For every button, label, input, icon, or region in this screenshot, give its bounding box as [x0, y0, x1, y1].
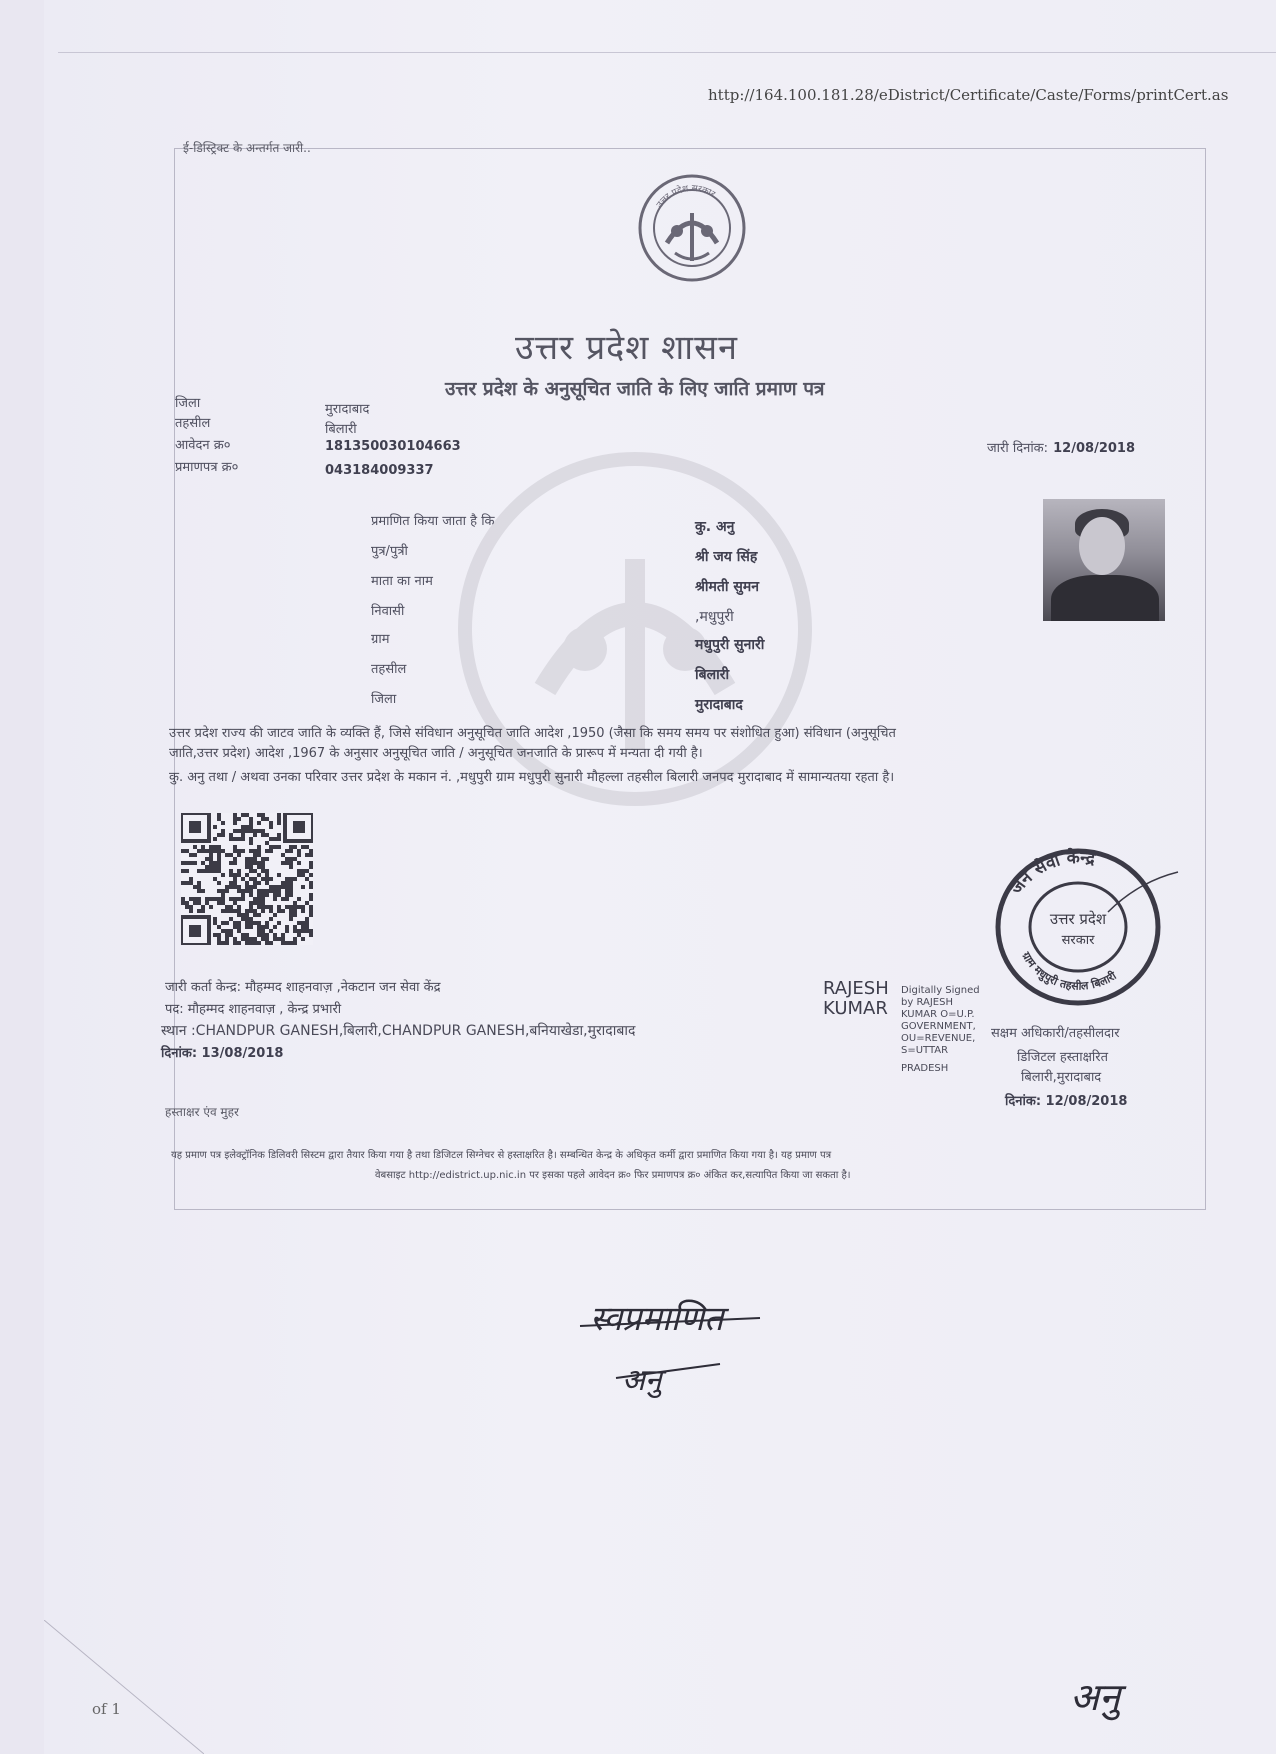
certificate-no-label: प्रमाणपत्र क्र० — [175, 460, 239, 475]
application-no-label: आवेदन क्र० — [175, 438, 231, 453]
sig-detail-line: Digitally Signed — [901, 985, 980, 996]
stamp-outer-top: जन सेवा केन्द्र — [1006, 847, 1097, 899]
detail-label-tehsil: तहसील — [371, 662, 407, 677]
handwritten-attestation — [570, 1278, 770, 1408]
office-stamp — [988, 842, 1188, 1012]
signer-name-line1: RAJESH — [823, 978, 889, 999]
stamp-inner-line1: उत्तर प्रदेश — [1049, 910, 1107, 928]
issuer-post: पद: मौहम्मद शाहनवाज़ , केन्द्र प्रभारी — [165, 1002, 342, 1017]
signer-name-line2: KUMAR — [823, 998, 888, 1019]
detail-label-certified: प्रमाणित किया जाता है कि — [371, 514, 495, 529]
signer-location: बिलारी,मुरादाबाद — [1021, 1070, 1102, 1085]
sig-detail-line: PRADESH — [901, 1063, 949, 1074]
caste-certificate — [161, 141, 1206, 1210]
village-value: मधुपुरी सुनारी — [695, 637, 765, 653]
signature-text: अनु — [1070, 1675, 1121, 1719]
issuer-date: दिनांक: 13/08/2018 — [161, 1046, 284, 1061]
digital-signature — [823, 979, 889, 1019]
body-line-1: उत्तर प्रदेश राज्य की जाटव जाति के व्यक्ति हैं, जिसे संविधान अनुसूचित जाति आदेश ,1950 (जैसा कि समय समय पर संशोधित हुआ) संविधान (अनुसूचित — [169, 726, 896, 741]
sig-detail-line: S=UTTAR — [901, 1045, 949, 1056]
signature-details — [901, 985, 980, 1075]
tehsil-value: बिलारी — [325, 422, 357, 437]
certificate-no-value: 043184009337 — [325, 463, 434, 478]
sign-seal-label: हस्ताक्षर एंव मुहर — [165, 1105, 239, 1119]
applicant-name: कु. अनु — [695, 519, 735, 535]
authority-title: सक्षम अधिकारी/तहसीलदार — [991, 1026, 1120, 1041]
tehsil-label: तहसील — [175, 416, 211, 431]
sig-detail-line: KUMAR O=U.P. — [901, 1009, 975, 1020]
page-count: of 1 — [92, 1700, 121, 1718]
stamp-inner-line2: सरकार — [1061, 933, 1095, 948]
applicant-photo — [1043, 499, 1165, 621]
district-detail-value: मुरादाबाद — [695, 697, 743, 713]
sig-detail-line: GOVERNMENT, — [901, 1021, 976, 1032]
body-line-2: जाति,उत्तर प्रदेश) आदेश ,1967 के अनुसार अनुसूचित जाति / अनुसूचित जनजाति के प्रारूप में मन्यता दी गयी है। — [169, 746, 703, 761]
body-line-3: कु. अनु तथा / अथवा उनका परिवार उत्तर प्रदेश के मकान नं. ,मधुपुरी ग्राम मधुपुरी सुनारी मौहल्ला तहसील बिलारी जनपद मुरादाबाद में सामान्यतया रहता है। — [169, 770, 895, 785]
application-no-value: 181350030104663 — [325, 439, 461, 454]
issue-date-value: 12/08/2018 — [1053, 441, 1135, 456]
issued-under-note: ई-डिस्ट्रिक्ट के अन्तर्गत जारी.. — [183, 141, 311, 155]
page-edge-line — [58, 52, 1276, 53]
page-corner-line — [44, 1620, 204, 1754]
detail-label-village: ग्राम — [371, 632, 390, 647]
signature-date: दिनांक: 12/08/2018 — [1005, 1094, 1128, 1109]
mother-name: श्रीमती सुमन — [695, 579, 759, 595]
district-label: जिला — [175, 396, 201, 411]
certificate-title: उत्तर प्रदेश शासन — [515, 328, 738, 368]
emblem-text: उत्तर प्रदेश सरकार — [655, 183, 717, 210]
father-name: श्री जय सिंह — [695, 549, 758, 565]
sig-detail-line: by RAJESH — [901, 997, 953, 1008]
attest-text: स्वप्रमाणित — [590, 1299, 724, 1339]
up-emblem-icon — [637, 173, 747, 283]
detail-label-district: जिला — [371, 692, 397, 707]
stamp-outer-bottom: ग्राम मधुपुरी तहसील बिलारी — [1019, 949, 1119, 993]
detail-label-parent: पुत्र/पुत्री — [371, 544, 408, 559]
sig-detail-line: OU=REVENUE, — [901, 1033, 976, 1044]
detail-label-resident: निवासी — [371, 604, 405, 619]
footer-line-2: वेबसाइट http://edistrict.up.nic.in पर इसका पहले आवेदन क्र० फिर प्रमाणपत्र क्र० अंकित कर,सत्यापित किया जा सकता है। — [375, 1170, 851, 1181]
issue-date — [987, 437, 1135, 456]
issuer-place: स्थान :CHANDPUR GANESH,बिलारी,CHANDPUR GANESH,बनियाखेडा,मुरादाबाद — [161, 1023, 636, 1039]
certificate-subtitle: उत्तर प्रदेश के अनुसूचित जाति के लिए जाति प्रमाण पत्र — [445, 378, 825, 400]
detail-label-mother: माता का नाम — [371, 574, 433, 589]
svg-text:उत्तर प्रदेश सरकार — [655, 184, 717, 210]
issue-date-label: जारी दिनांक: — [987, 441, 1049, 456]
district-value: मुरादाबाद — [325, 402, 370, 417]
applicant-signature — [1062, 1662, 1172, 1732]
qr-code-icon — [181, 813, 313, 945]
tehsil-detail-value: बिलारी — [695, 667, 730, 683]
digital-signed-label: डिजिटल हस्ताक्षरित — [1017, 1050, 1108, 1065]
footer-line-1: यह प्रमाण पत्र इलेक्ट्रॉनिक डिलिवरी सिस्टम द्वारा तैयार किया गया है तथा डिजिटल सिग्नेचर से हस्ताक्षरित है। सम्बन्धित केन्द्र के अधिकृत कर्मी द्वारा प्रमाणित किया गया है। यह प्रमाण पत्र — [171, 1150, 832, 1161]
resident-value: ,मधुपुरी — [695, 609, 734, 625]
print-url: http://164.100.181.28/eDistrict/Certificate/Caste/Forms/printCert.as — [708, 86, 1229, 104]
initials-text: अनु — [622, 1363, 662, 1398]
issuer-centre: जारी कर्ता केन्द्र: मौहम्मद शाहनवाज़ ,नेकटान जन सेवा केंद्र — [165, 980, 441, 995]
